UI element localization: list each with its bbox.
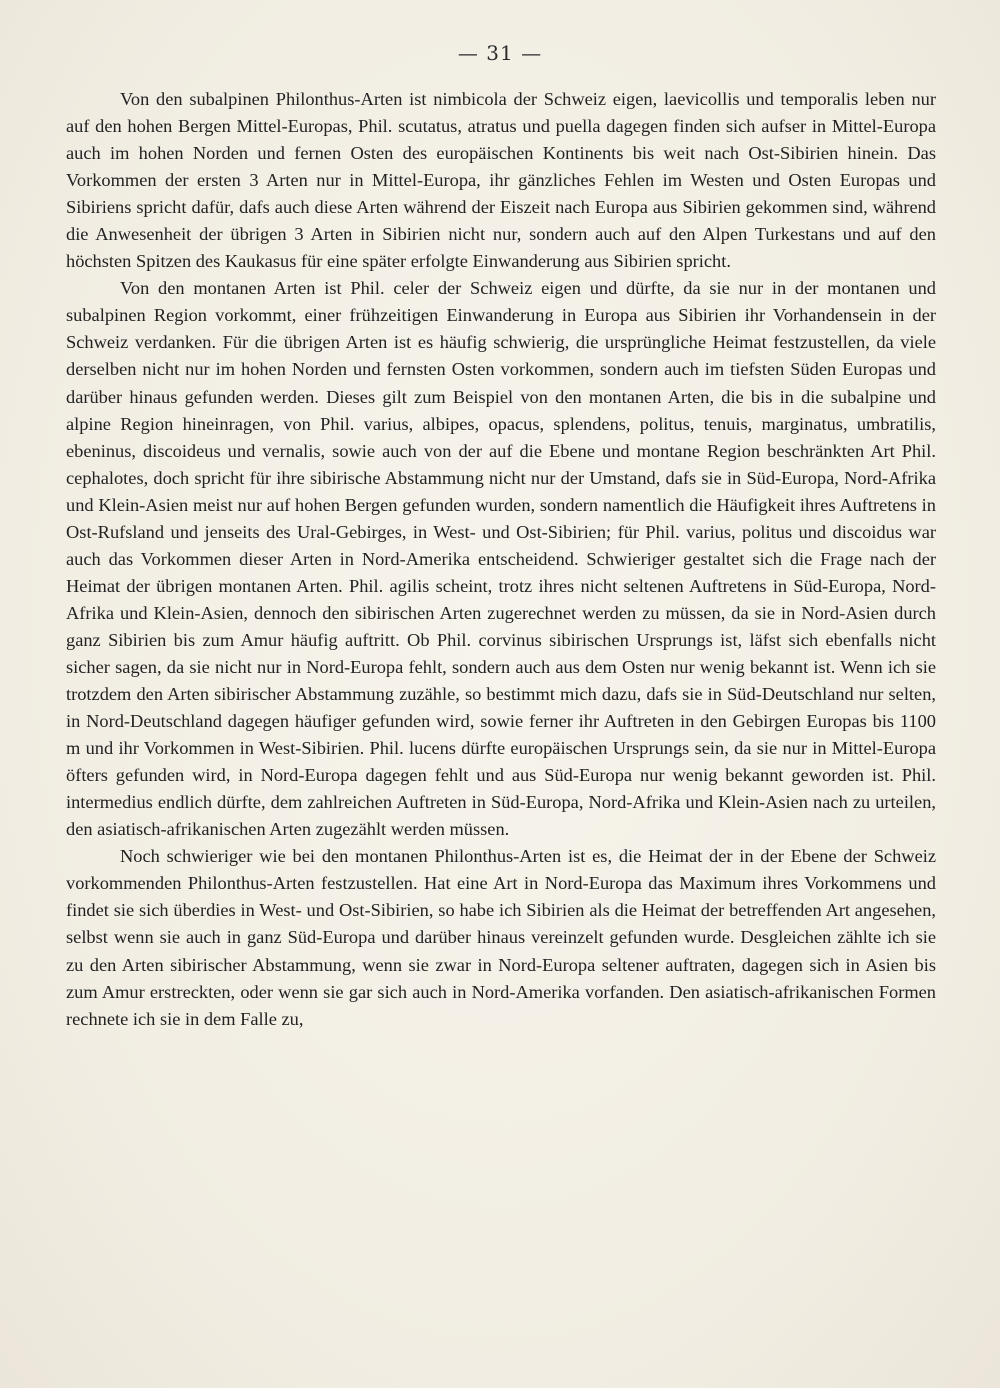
paragraph-3: Noch schwieriger wie bei den montanen Philonthus-Arten ist es, die Heimat der in der Ebene der Schweiz vorkommenden Philonthus-Arten festzustellen. Hat eine Art in Nord-Europa das Maximum ihres Vorkommens und findet sie sich überdies in West- und Ost-Sibirien, so habe ich Sibirien als die Heimat der betreffenden Art angesehen, selbst wenn sie auch in ganz Süd-Europa und darüber hinaus vereinzelt gefunden wurde. Desgleichen zählte ich sie zu den Arten sibirischer Abstammung, wenn sie zwar in Nord-Europa seltener auftraten, dagegen sich in Asien bis zum Amur erstreckten, oder wenn sie gar sich auch in Nord-Amerika vorfanden. Den asiatisch-afrikanischen Formen rechnete ich sie in dem Falle zu,	[66, 846, 936, 1029]
body-text	[66, 86, 936, 1033]
paragraph-2: Von den montanen Arten ist Phil. celer der Schweiz eigen und dürfte, da sie nur in der montanen und subalpinen Region vorkommt, einer frühzeitigen Einwanderung in Europa aus Sibirien ihr Vorhandensein in der Schweiz verdanken. Für die übrigen Arten ist es häufig schwierig, die ursprüngliche Heimat festzustellen, da viele derselben nicht nur im hohen Norden und fernsten Osten vorkommen, sondern auch im tiefsten Süden Europas und darüber hinaus gefunden werden. Dieses gilt zum Beispiel von den montanen Arten, die bis in die subalpine und alpine Region hineinragen, von Phil. varius, albipes, opacus, splendens, politus, tenuis, marginatus, umbratilis, ebeninus, discoideus und vernalis, sowie auch von der auf die Ebene und montane Region beschränkten Art Phil. cephalotes, doch spricht für ihre sibirische Abstammung nicht nur der Umstand, dafs sie in Süd-Europa, Nord-Afrika und Klein-Asien meist nur auf hohen Bergen gefunden wurden, sondern namentlich die Häufigkeit ihres Auftretens in Ost-Rufsland und jenseits des Ural-Gebirges, in West- und Ost-Sibirien; für Phil. varius, politus und discoidus war auch das Vorkommen dieser Arten in Nord-Amerika entscheidend. Schwieriger gestaltet sich die Frage nach der Heimat der übrigen montanen Arten. Phil. agilis scheint, trotz ihres nicht seltenen Auftretens in Süd-Europa, Nord-Afrika und Klein-Asien, dennoch den sibirischen Arten zugerechnet werden zu müssen, da sie in Nord-Asien durch ganz Sibirien bis zum Amur häufig auftritt. Ob Phil. corvinus sibirischen Ursprungs ist, läfst sich ebenfalls nicht sicher sagen, da sie nicht nur in Nord-Europa fehlt, sondern auch aus dem Osten nur wenig bekannt ist. Wenn ich sie trotzdem den Arten sibirischer Abstammung zuzähle, so bestimmt mich dazu, dafs sie in Süd-Deutschland nur selten, in Nord-Deutschland dagegen häufiger gefunden wird, sowie ferner ihr Auftreten in den Gebirgen Europas bis 1100 m und ihr Vorkommen in West-Sibirien. Phil. lucens dürfte europäischen Ursprungs sein, da sie nur in Mittel-Europa öfters gefunden wird, in Nord-Europa dagegen fehlt und aus Süd-Europa nur wenig bekannt geworden ist. Phil. intermedius endlich dürfte, dem zahlreichen Auftreten in Süd-Europa, Nord-Afrika und Klein-Asien nach zu urteilen, den asiatisch-afrikanischen Arten zugezählt werden müssen.	[66, 278, 936, 840]
page-number: — 31 —	[457, 41, 543, 65]
paragraph-1: Von den subalpinen Philonthus-Arten ist nimbicola der Schweiz eigen, laevicollis und temporalis leben nur auf den hohen Bergen Mittel-Europas, Phil. scutatus, atratus und puella dagegen finden sich aufser in Mittel-Europa auch im hohen Norden und fernen Osten des europäischen Kontinents bis weit nach Ost-Sibirien hinein. Das Vorkommen der ersten 3 Arten nur in Mittel-Europa, ihr gänzliches Fehlen im Westen und Osten Europas und Sibiriens spricht dafür, dafs auch diese Arten während der Eiszeit nach Europa aus Sibirien gekommen sind, während die Anwesenheit der übrigen 3 Arten in Sibirien nicht nur, sondern auch auf den Alpen Turkestans und auf den höchsten Spitzen des Kaukasus für eine später erfolgte Einwanderung aus Sibirien spricht.	[66, 89, 936, 272]
